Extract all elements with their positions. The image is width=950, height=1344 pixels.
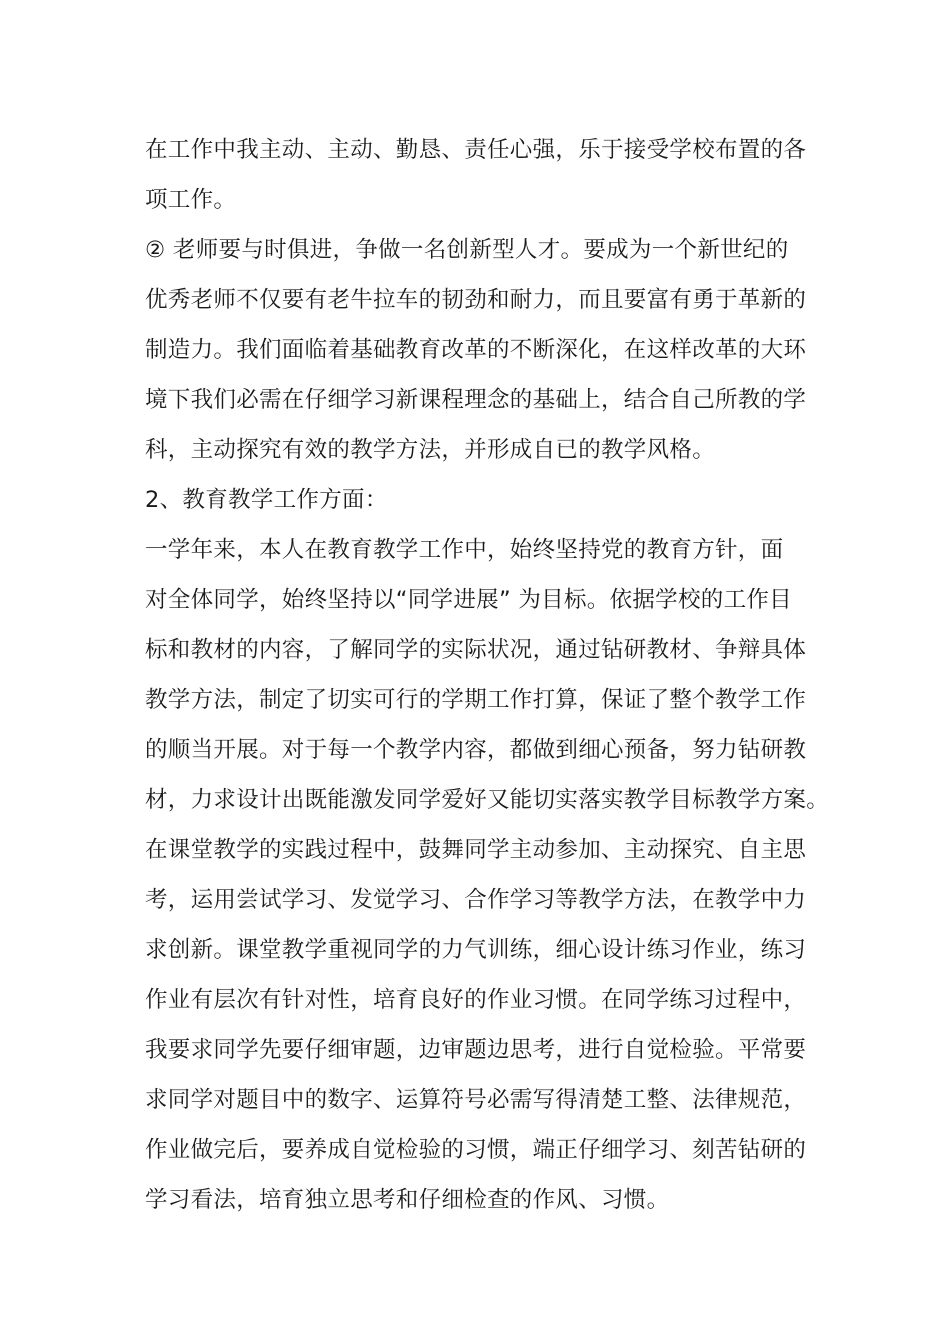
text-line: ② 老师要与时俱进，争做一名创新型人才。要成为一个新世纪的 bbox=[145, 237, 789, 263]
text-line: 境下我们必需在仔细学习新课程理念的基础上，结合自己所教的学 bbox=[145, 387, 807, 413]
text-line: 在课堂教学的实践过程中，鼓舞同学主动参加、主动探究、自主思 bbox=[145, 837, 807, 863]
text-line: 我要求同学先要仔细审题，边审题边思考，进行自觉检验。平常要 bbox=[145, 1037, 807, 1063]
text-line: 教学方法，制定了切实可行的学期工作打算，保证了整个教学工作 bbox=[145, 687, 807, 713]
text-line: 的顺当开展。对于每一个教学内容，都做到细心预备，努力钻研教 bbox=[145, 737, 807, 763]
text-line: 求同学对题目中的数字、运算符号必需写得清楚工整、法律规范， bbox=[145, 1087, 807, 1113]
text-line: 作业做完后，要养成自觉检验的习惯，端正仔细学习、刻苦钻研的 bbox=[145, 1137, 807, 1163]
text-line: 在工作中我主动、主动、勤恳、责任心强，乐于接受学校布置的各 bbox=[145, 137, 807, 163]
text-line: 一学年来，本人在教育教学工作中，始终坚持党的教育方针，面 bbox=[145, 537, 784, 563]
text-line: 制造力。我们面临着基础教育改革的不断深化，在这样改革的大环 bbox=[145, 337, 807, 363]
text-line: 学习看法，培育独立思考和仔细检查的作风、习惯。 bbox=[145, 1187, 670, 1213]
text-line: 标和教材的内容，了解同学的实际状况，通过钻研教材、争辩具体 bbox=[145, 637, 807, 663]
text-line: 科，主动探究有效的教学方法，并形成自已的教学风格。 bbox=[145, 437, 716, 463]
text-line: 考，运用尝试学习、发觉学习、合作学习等教学方法，在教学中力 bbox=[145, 887, 807, 913]
section-heading: 2、教育教学工作方面： bbox=[145, 487, 388, 513]
text-line: 对全体同学，始终坚持以“同学进展” 为目标。依据学校的工作目 bbox=[145, 587, 792, 613]
text-line: 作业有层次有针对性，培育良好的作业习惯。在同学练习过程中， bbox=[145, 987, 807, 1013]
text-line: 材，力求设计出既能激发同学爱好又能切实落实教学目标教学方案。 bbox=[145, 787, 830, 813]
text-line: 项工作。 bbox=[145, 187, 237, 213]
text-line: 求创新。课堂教学重视同学的力气训练，细心设计练习作业，练习 bbox=[145, 937, 807, 963]
text-line: 优秀老师不仅要有老牛拉车的韧劲和耐力，而且要富有勇于革新的 bbox=[145, 287, 807, 313]
